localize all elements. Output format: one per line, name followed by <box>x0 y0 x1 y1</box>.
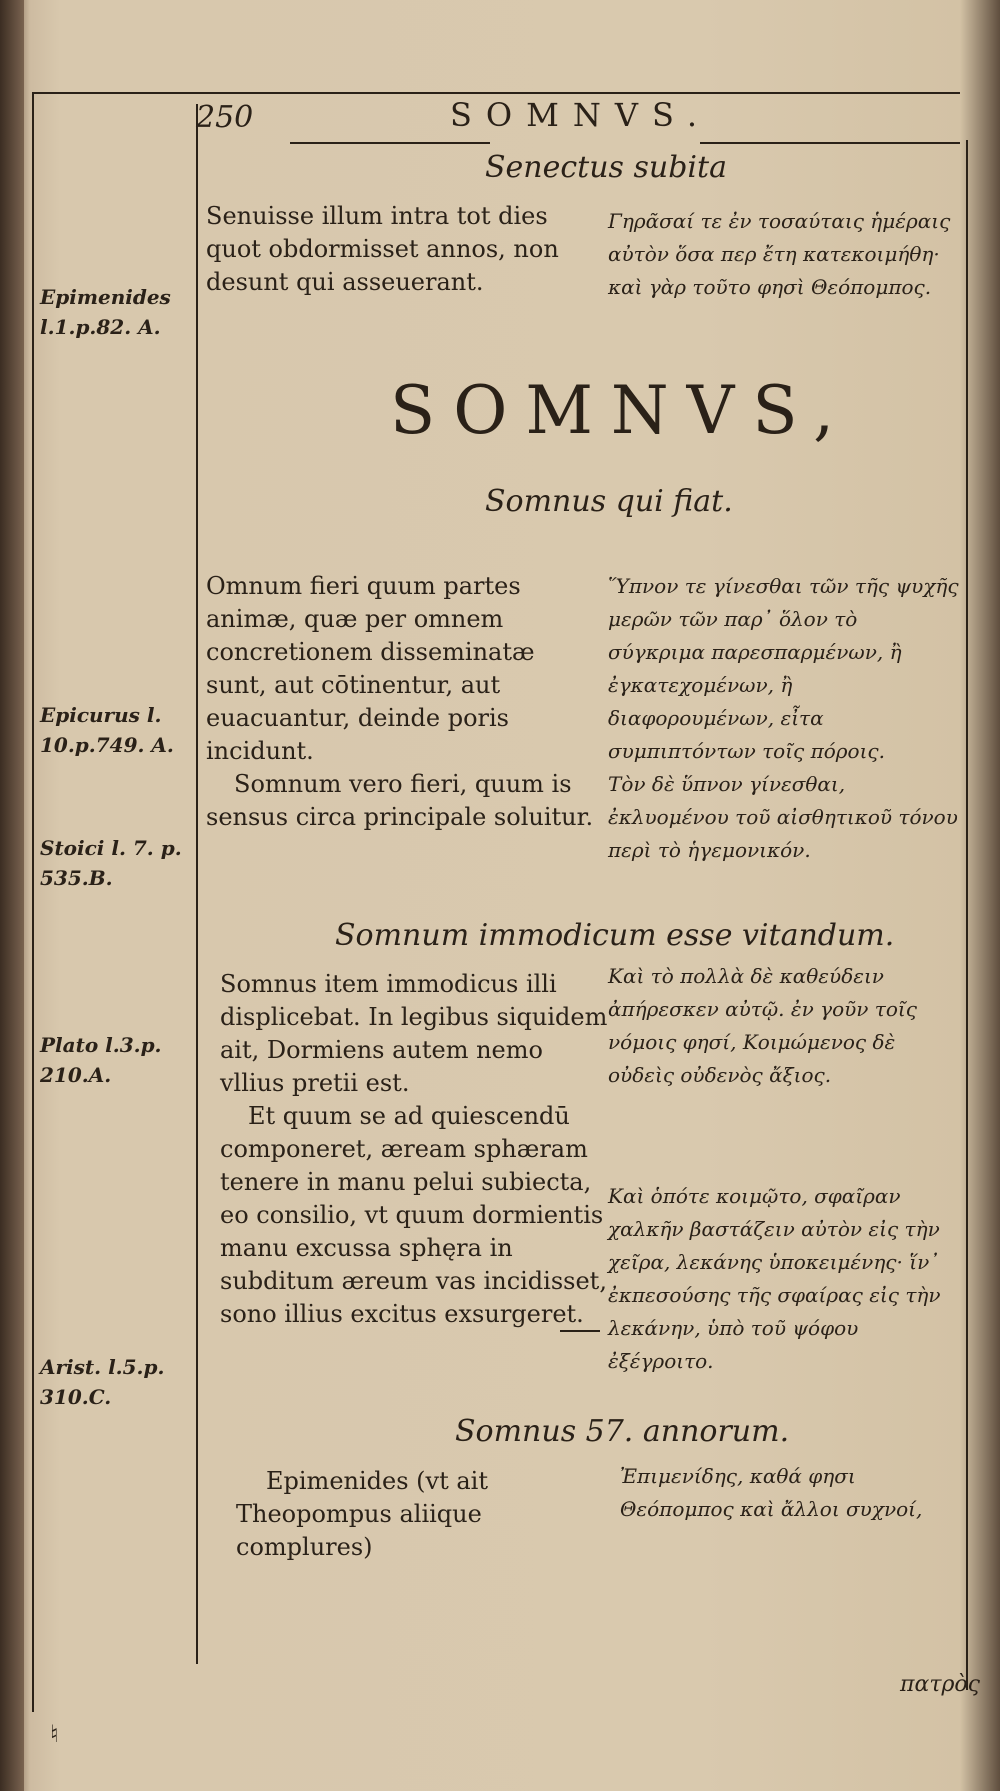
greek-text-immodicum-2 <box>608 1180 960 1378</box>
latin-paragraph: Omnum fieri quum partes animæ, quæ per omnem concretionem disseminatæ sunt, aut cōtinentur, aut euacuantur, deinde poris incidunt. <box>206 572 535 765</box>
right-frame-line <box>966 140 968 1690</box>
greek-text-annorum <box>620 1460 972 1526</box>
book-spine <box>0 0 24 1791</box>
greek-paragraph: Καὶ τὸ πολλὰ δὲ καθεύδειν ἀπήρεσκεν αὐτῷ. ἐν γοῦν τοῖς νόμοις φησί, Κοιμώμενος δὲ οὐδεὶς οὐδενὸς ἄξιος. <box>608 964 917 1087</box>
catchword: πατρὸς <box>900 1672 980 1697</box>
left-frame-line <box>32 92 34 1712</box>
marginal-note-plato: Plato l.3.p. 210.A. <box>40 1033 162 1087</box>
latin-paragraph: Somnum vero fieri, quum is sensus circa principale soluitur. <box>206 770 594 831</box>
margin-divider-line <box>196 104 198 1664</box>
latin-paragraph: Et quum se ad quiescendū componeret, æream sphæram tenere in manu pelui subiecta, eo consilio, vt quum dormientis manu excussa sphęra in subditum æreum vas incidisset, sono illius excitus exsurgeret. <box>220 1102 607 1328</box>
section-caption-senectus: Senectus subita <box>485 150 727 185</box>
section-caption-immodicum: Somnum immodicum esse vitandum. <box>335 918 895 953</box>
greek-paragraph: Καὶ ὁπότε κοιμῷτο, σφαῖραν χαλκῆν βαστάζειν αὐτὸν εἰς τὴν χεῖρα, λεκάνης ὑποκειμένης· ἵν᾽ ἐκπεσούσης τῆς σφαίρας εἰς τὴν λεκάνην, ὑπὸ τοῦ ψόφου ἐξέγροιτο. <box>608 1184 941 1373</box>
latin-paragraph: Epimenides (vt ait Theopompus aliique complures) <box>236 1467 488 1561</box>
latin-text-annorum <box>236 1465 596 1564</box>
latin-paragraph: Somnus item immodicus illi displicebat. In legibus siquidem ait, Dormiens autem nemo vllius pretii est. <box>220 970 608 1097</box>
greek-text-immodicum-1 <box>608 960 960 1092</box>
top-rule <box>32 92 960 94</box>
marginal-note-epimenides: Epimenides l.1.p.82. A. <box>40 285 171 339</box>
latin-text-fiat <box>206 570 596 834</box>
marginal-note-aristotle: Arist. l.5.p. 310.C. <box>40 1355 165 1409</box>
section-caption-annorum: Somnus 57. annorum. <box>455 1414 790 1449</box>
greek-paragraph: Τὸν δὲ ὕπνον γίνεσθαι, ἐκλυομένου τοῦ αἰσθητικοῦ τόνου περὶ τὸ ἡγεμονικόν. <box>608 772 958 862</box>
greek-paragraph: Ὕπνον τε γίνεσθαι τῶν τῆς ψυχῆς μερῶν τῶν παρ᾽ ὅλον τὸ σύγκριμα παρεσπαρμένων, ἢ ἐγκατεχομένων, ἢ διαφορουμένων, εἶτα συμπιπτόντων τοῖς πόροις. <box>608 574 959 763</box>
greek-paragraph: Γηρᾶσαί τε ἐν τοσαύταις ἡμέραις αὐτὸν ὅσα περ ἔτη κατεκοιμήθη· καὶ γὰρ τοῦτο φησὶ Θεόπομπος. <box>608 209 951 299</box>
marginal-note-stoici: Stoici l. 7. p. 535.B. <box>40 836 182 890</box>
running-head: SOMNVS. <box>450 96 711 134</box>
caption-rule-right <box>700 142 960 144</box>
caption-rule-left <box>290 142 490 144</box>
greek-text-senectus <box>608 205 960 304</box>
latin-text-senectus <box>206 200 596 299</box>
page-number: 250 <box>196 100 254 135</box>
page-foot-mark: ♮ <box>50 1720 59 1748</box>
chapter-title: SOMNVS, <box>390 372 853 449</box>
section-caption-fiat: Somnus qui fiat. <box>485 484 733 519</box>
greek-text-fiat <box>608 570 960 867</box>
latin-paragraph: Senuisse illum intra tot dies quot obdormisset annos, non desunt qui asseuerant. <box>206 202 559 296</box>
greek-paragraph: Ἐπιμενίδης, καθά φησι Θεόπομπος καὶ ἄλλοι συχνοί, <box>620 1464 923 1521</box>
latin-text-immodicum <box>220 968 610 1331</box>
marginal-note-epicurus: Epicurus l. 10.p.749. A. <box>40 703 174 757</box>
